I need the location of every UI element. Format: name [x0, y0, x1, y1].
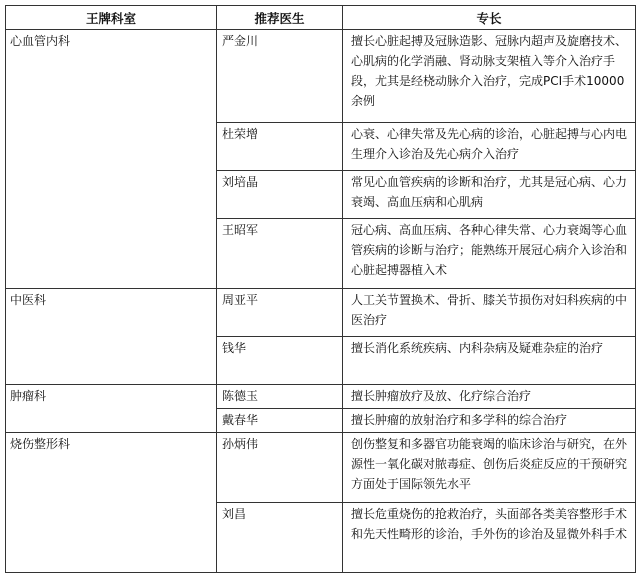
- table-row: [6, 385, 636, 409]
- doctor-name: 钱华: [217, 337, 343, 385]
- doctor-name: 杜荣增: [217, 123, 343, 171]
- doctor-specialty: 心衰、心律失常及先心病的诊治，心脏起搏与心内电生理介入诊治及先心病介入治疗: [343, 123, 636, 171]
- header-specialty: 专长: [343, 6, 636, 30]
- doctor-specialty: 擅长肿瘤放疗及放、化疗综合治疗: [343, 385, 636, 409]
- table-row: [6, 30, 636, 123]
- header-doctor: 推荐医生: [217, 6, 343, 30]
- doctor-name: 刘昌: [217, 503, 343, 573]
- table-row: [6, 289, 636, 337]
- header-dept: 王牌科室: [6, 6, 217, 30]
- dept-cell: 烧伤整形科: [6, 433, 217, 573]
- doctor-specialty: 人工关节置换术、骨折、膝关节损伤对妇科疾病的中医治疗: [343, 289, 636, 337]
- doctor-name: 周亚平: [217, 289, 343, 337]
- doctor-name: 陈德玉: [217, 385, 343, 409]
- dept-cell: 心血管内科: [6, 30, 217, 289]
- doctor-specialty: 擅长危重烧伤的抢救治疗，头面部各类美容整形手术和先天性畸形的诊治，手外伤的诊治及显微外科手术: [343, 503, 636, 573]
- doctor-specialty: 擅长肿瘤的放射治疗和多学科的综合治疗: [343, 409, 636, 433]
- doctor-specialty: 擅长消化系统疾病、内科杂病及疑难杂症的治疗: [343, 337, 636, 385]
- header-row: [6, 6, 636, 30]
- doctor-name: 刘培晶: [217, 171, 343, 219]
- dept-cell: 肿瘤科: [6, 385, 217, 433]
- doctor-name: 戴春华: [217, 409, 343, 433]
- doctor-name: 孙炳伟: [217, 433, 343, 503]
- doctor-specialty: 擅长心脏起搏及冠脉造影、冠脉内超声及旋磨技术、心肌病的化学消融、肾动脉支架植入等介入治疗手段，尤其是经桡动脉介入治疗，完成PCI手术10000余例: [343, 30, 636, 123]
- doctor-specialty: 常见心血管疾病的诊断和治疗，尤其是冠心病、心力衰竭、高血压病和心肌病: [343, 171, 636, 219]
- dept-cell: 中医科: [6, 289, 217, 385]
- doctor-table: [5, 5, 636, 573]
- doctor-name: 王昭军: [217, 219, 343, 289]
- table-row: [6, 433, 636, 503]
- doctor-specialty: 创伤整复和多器官功能衰竭的临床诊治与研究，在外源性一氧化碳对脓毒症、创伤后炎症反应的干预研究方面处于国际领先水平: [343, 433, 636, 503]
- doctor-name: 严金川: [217, 30, 343, 123]
- doctor-specialty: 冠心病、高血压病、各种心律失常、心力衰竭等心血管疾病的诊断与治疗；能熟练开展冠心病介入诊治和心脏起搏器植入术: [343, 219, 636, 289]
